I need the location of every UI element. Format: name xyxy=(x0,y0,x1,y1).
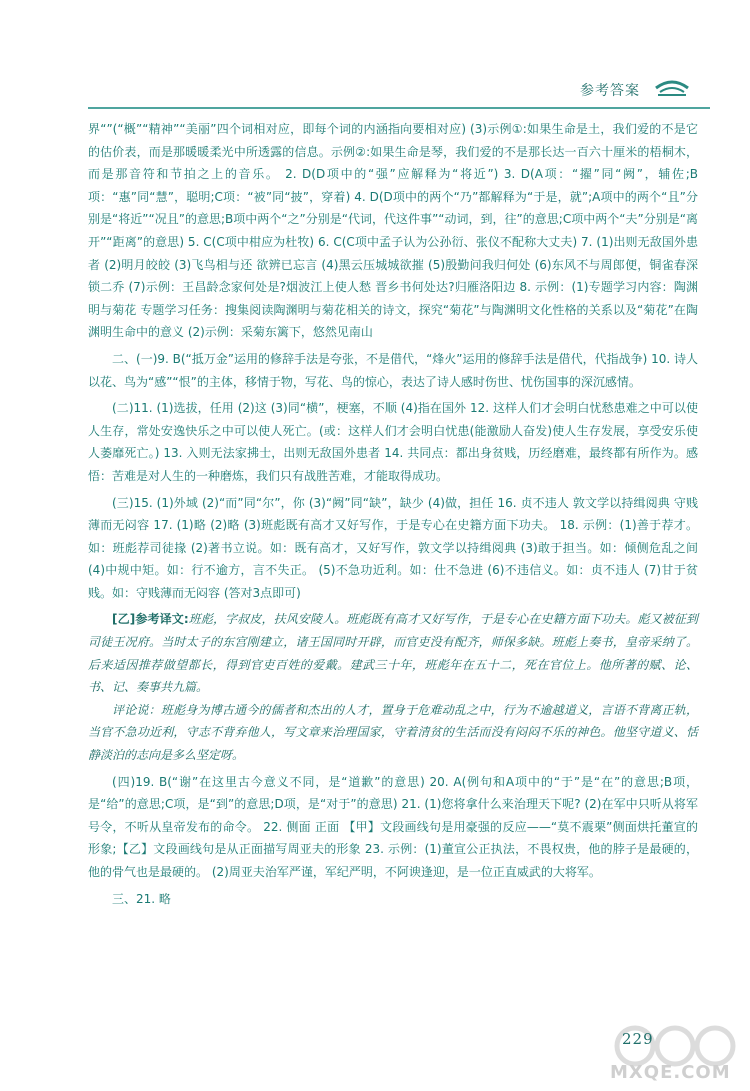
header-title: 参考答案 xyxy=(580,83,640,99)
answer-paragraph-part5: (四)19. B(“谢”在这里古今意义不同，是“道歉”的意思) 20. A(例句和A项中的“于”是“在”的意思;B项，是“给”的意思;C项，是“到”的意思;D项，是“对于”的意思) 21. (1)您将拿什么来治理天下呢? (2)在军中只听从将军号令，不听从皇帝发布的命令。 22. 侧面 正面 【甲】文段画线句是用豪强的反应——“莫不震栗”侧面烘托董宣的形象;【乙】文段画线句是从正面描写周亚夫的形象 23. 示例：(1)董宣公正执法，不畏权贵，他的脖子是最硬的，他的骨气也是最硬的。 (2)周亚夫治军严谨，军纪严明，不阿谀逢迎，是一位正直威武的大将军。 xyxy=(88,774,698,879)
page-number: 229 xyxy=(622,1030,654,1048)
translation-paragraph xyxy=(88,608,698,698)
answer-content xyxy=(88,118,698,910)
page-header xyxy=(0,0,750,118)
answer-paragraph-part6: 三、21. 略 xyxy=(112,891,171,906)
answer-paragraph-part1: 界“”(“概”“精神”“美丽”四个词相对应，即每个词的内涵指向要相对应) (3)示例①:如果生命是土，我们爱的不是它的估价表，而是那暖暖柔光中所透露的信息。示例②:如果生命是琴，我们爱的不是那长达一百六十厘米的梧桐木，而是那音符和节拍之上的音乐。 2. D(D项中的“强”应解释为“将近”) 3. D(A项：“擢”同“阙”，辅佐;B项：“惠”同“慧”，聪明;C项：“被”同“披”，穿着) 4. D(D项中的两个“乃”都解释为“于是，就”;A项中的两个“且”分别是“将近”“况且”的意思;B项中两个“之”分别是“代词，代这件事”“动词，到，往”的意思;C项中两个“夫”分别是“离开”“距离”的意思) 5. C(C项中柑应为杜牧) 6. C(C项中孟子认为公孙衍、张仪不配称大丈夫) 7. (1)出则无敌国外患者 (2)明月皎皎 (3)飞鸟相与还 欲辨已忘言 (4)黑云压城城欲摧 (5)殷勤问我归何处 (6)东风不与周郎便，铜雀春深锁二乔 (7)示例：王昌龄念家何处是?烟波江上使人愁 晋乡书何处达?归雁洛阳边 8. 示例：(1)专题学习内容：陶渊明与菊花 专题学习任务：搜集阅读陶渊明与菊花相关的诗文，探究“菊花”与陶渊明文化性格的关系以及“菊花”在陶渊明生命中的意义 (2)示例：采菊东篱下，悠然见南山 xyxy=(88,122,698,340)
commentary-paragraph: 评论说：班彪身为博古通今的儒者和杰出的人才，置身于危难动乱之中，行为不逾越道义，言语不背离正轨，当官不急功近利，守志不背弃他人，写文章来治理国家，守着清贫的生活而没有闷闷不乐的神色。他坚守道义、恬静淡泊的志向是多么坚定呀。 xyxy=(88,702,698,763)
watermark-text: MXQE.COM xyxy=(610,1062,731,1083)
answer-paragraph-part3: (二)11. (1)选拔，任用 (2)这 (3)同“横”，梗塞，不顺 (4)指在国外 12. 这样人们才会明白忧愁患难之中可以使人生存，常处安逸快乐之中可以使人死亡。(或：这样人们才会明白忧患(能激励人奋发)使人生存发展，享受安乐使人萎靡死亡。) 13. 入则无法家拂士，出则无敌国外患者 14. 共同点：都出身贫贱，历经磨难，最终都有所作为。感悟：苦难是对人生的一种磨炼，我们只有战胜苦难，才能取得成功。 xyxy=(88,401,698,483)
header-divider xyxy=(88,107,710,109)
book-logo-icon xyxy=(654,74,690,102)
translation-label: [乙]参考译文: xyxy=(112,612,189,627)
translation-text: 班彪，字叔皮，扶风安陵人。班彪既有高才又好写作，于是专心在史籍方面下功夫。彪又被征到司徒王况府。当时太子的东宫刚建立，诸王国同时开辟，而官吏没有配齐，师保多缺。班彪上奏书，皇帝采纳了。后来适因推荐做望都长，得到官吏百姓的爱戴。建武三十年，班彪年在五十二，死在官位上。他所著的赋、论、书、记、奏事共九篇。 xyxy=(88,612,698,695)
answer-paragraph-part4: (三)15. (1)外域 (2)“而”同“尔”，你 (3)“阙”同“缺”，缺少 (4)做，担任 16. 贞不违人 敦文学以持缉阅典 守贱薄而无闷容 17. (1)略 (2)略 (3)班彪既有高才又好写作，于是专心在史籍方面下功夫。 18. 示例：(1)善于荐才。如：班彪荐司徒掾 (2)著书立说。如：既有高才，又好写作，敦文学以持缉阅典 (3)敢于担当。如：倾侧危乱之间 (4)中规中矩。如：行不逾方，言不失正。 (5)不急功近利。如：仕不急进 (6)不违信义。如：贞不违人 (7)甘于贫贱。如：守贱薄而无闷容 (答对3点即可) xyxy=(88,495,698,600)
translation-block xyxy=(88,608,698,766)
answer-paragraph-part2: 二、(一)9. B(“抵万金”运用的修辞手法是夸张，不是借代，“烽火”运用的修辞手法是借代，代指战争) 10. 诗人以花、鸟为“感”“恨”的主体，移情于物，写花、鸟的惊心，表达了诗人感时伤世、忧伤国事的深沉感情。 xyxy=(88,351,698,389)
